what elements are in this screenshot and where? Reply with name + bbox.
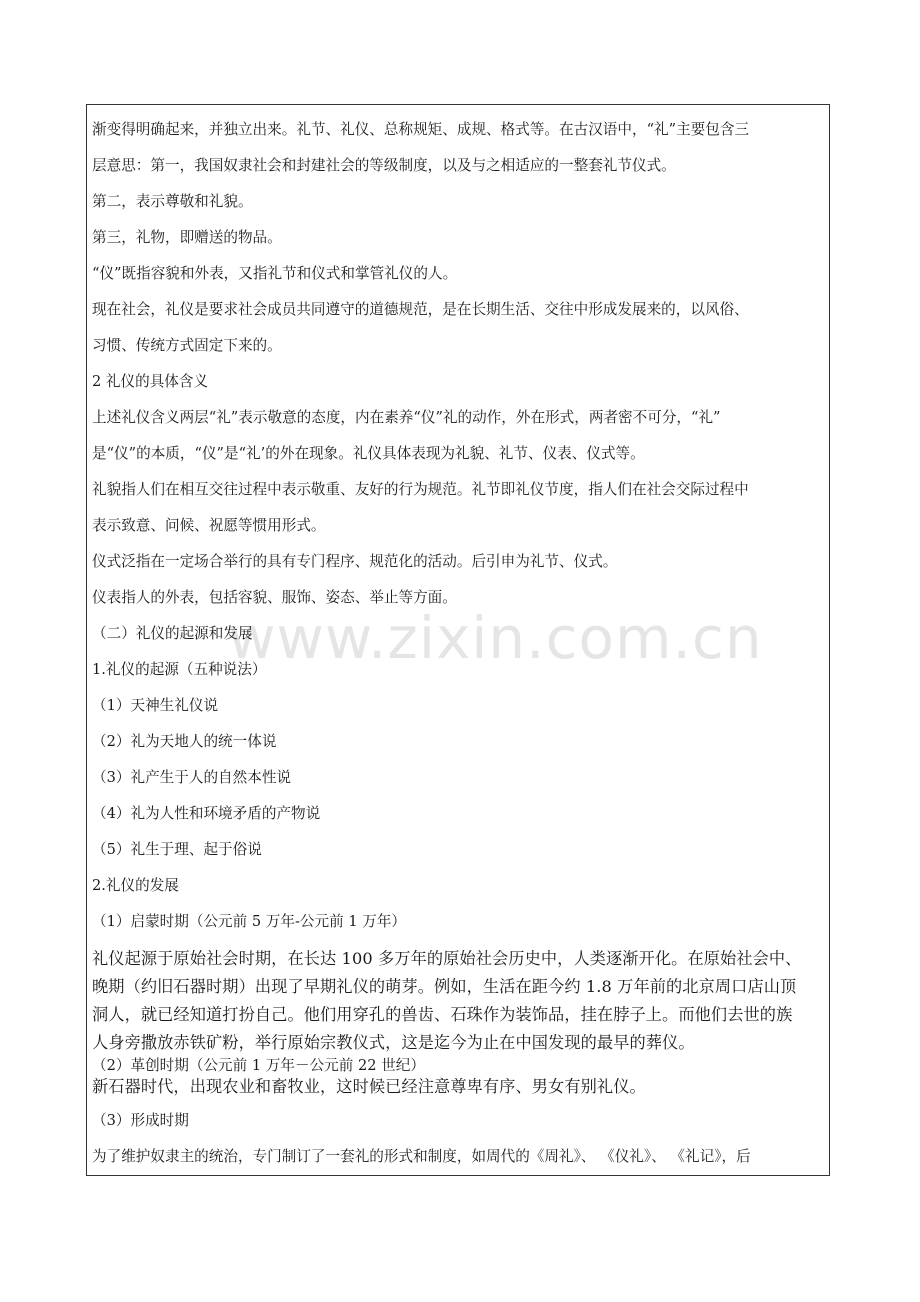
text-line: 2.礼仪的发展 [92,877,179,894]
watermark: www.zixin.com.cn [228,604,763,672]
text-line: 礼貌指人们在相互交往过程中表示敬重、友好的行为规范。礼节即礼仪节度，指人们在社会交际过程中 [92,481,749,498]
text-line: （1）天神生礼仪说 [92,697,219,714]
text-line: 层意思：第一，我国奴隶社会和封建社会的等级制度，以及与之相适应的一整套礼节仪式。 [92,157,676,174]
text-line: 仪表指人的外表，包括容貌、服饰、姿态、举止等方面。 [92,589,457,606]
text-line: 习惯、传统方式固定下来的。 [92,337,282,354]
text-line: 表示致意、问候、祝愿等惯用形式。 [92,517,326,534]
text-line: 为了维护奴隶主的统治，专门制订了一套礼的形式和制度，如周代的《周礼》、 《仪礼》、 《礼记》，后 [92,1148,751,1165]
text-line: （2）革创时期（公元前 1 万年－公元前 22 世纪） [92,1057,425,1074]
text-line: 晚期（约旧石器时期）出现了早期礼仪的萌芽。例如，生活在距今约 1.8 万年前的北京周口店山顶 [92,977,797,996]
text-line: 第三，礼物，即赠送的物品。 [92,229,282,246]
text-line: 是“仪”的本质，“仪”是“礼’的外在现象。礼仪具体表现为礼貌、礼节、仪表、仪式等。 [92,445,645,462]
text-line: （5）礼生于理、起于俗说 [92,841,262,858]
text-line: 仪式泛指在一定场合举行的具有专门程序、规范化的活动。后引申为礼节、仪式。 [92,553,618,570]
text-line: 1.礼仪的起源（五种说法） [92,661,267,678]
text-line: （1）启蒙时期（公元前 5 万年-公元前 1 万年） [92,913,407,930]
text-line: （3）形成时期 [92,1112,189,1129]
text-line: 第二，表示尊敬和礼貌。 [92,193,253,210]
text-line: （二）礼仪的起源和发展 [92,625,253,642]
text-line: 人身旁撒放赤铁矿粉，举行原始宗教仪式，这是迄今为止在中国发现的最早的葬仪。 [92,1033,695,1052]
text-line: 礼仪起源于原始社会时期，在长达 100 多万年的原始社会历史中，人类逐渐开化。在原始社会中、 [92,949,802,968]
text-line: 渐变得明确起来，并独立出来。礼节、礼仪、总称规矩、成规、格式等。在古汉语中，“礼”主要包含三 [92,121,750,138]
text-line: （4）礼为人性和环境矛盾的产物说 [92,805,321,822]
text-line: （3）礼产生于人的自然本性说 [92,769,292,786]
text-line: 2 礼仪的具体含义 [92,373,209,390]
text-line: 上述礼仪含义两层“礼”表示敬意的态度，内在素养“仪”礼的动作，外在形式，两者密不可分，“礼” [92,409,721,426]
text-line: “仪”既指容貌和外表，又指礼节和仪式和掌管礼仪的人。 [92,265,458,282]
text-line: 洞人，就已经知道打扮自己。他们用穿孔的兽齿、石珠作为装饰品，挂在脖子上。而他们去世的族 [92,1005,793,1024]
text-line: 现在社会，礼仪是要求社会成员共同遵守的道德规范，是在长期生活、交往中形成发展来的，以风俗、 [92,301,749,318]
text-line: 新石器时代，出现农业和畜牧业，这时候已经注意尊卑有序、男女有别礼仪。 [92,1077,646,1096]
text-line: （2）礼为天地人的统一体说 [92,733,277,750]
